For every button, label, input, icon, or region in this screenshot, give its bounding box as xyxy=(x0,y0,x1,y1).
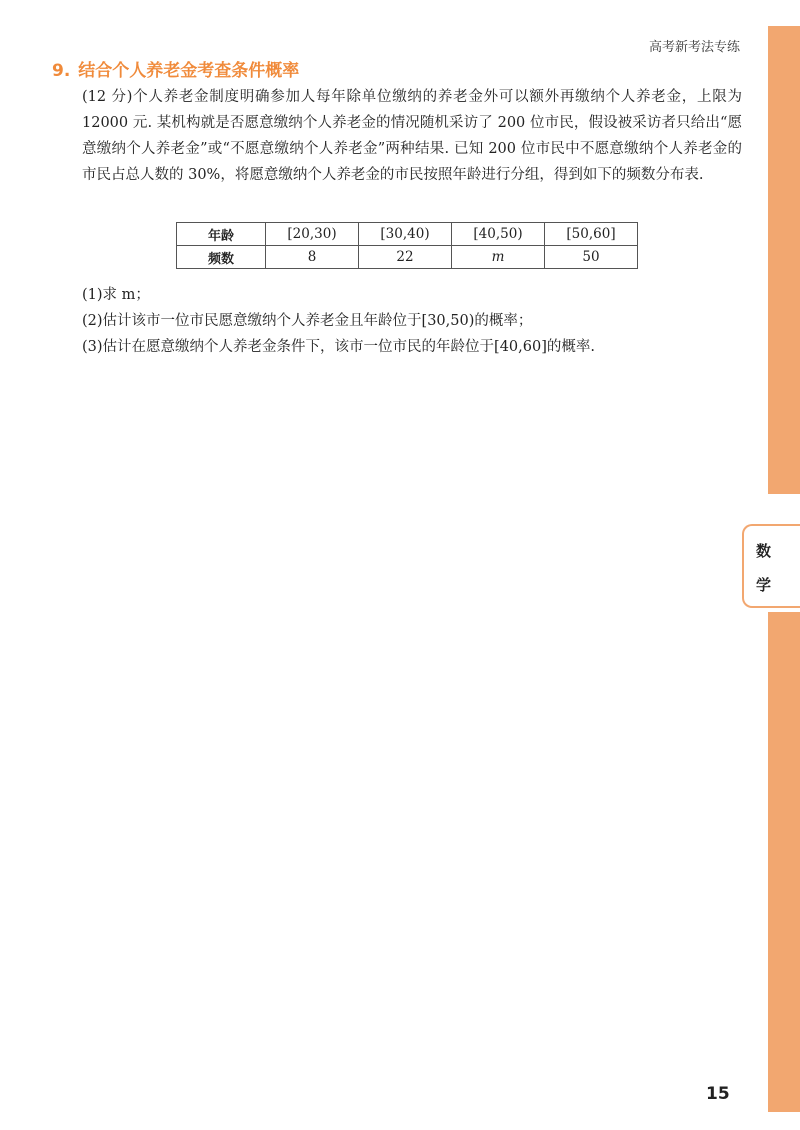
header-title: 高考新考法专练 xyxy=(648,40,740,55)
question-list xyxy=(82,282,742,360)
row-header-age: 年龄 xyxy=(177,223,266,246)
question-2: (2)估计该市一位市民愿意缴纳个人养老金且年龄位于[30,50)的概率； xyxy=(82,313,533,329)
age-range-cell: [20,30) xyxy=(266,223,359,246)
age-range-cell: [50,60] xyxy=(545,223,638,246)
question-1: (1)求 m； xyxy=(82,287,150,303)
table-row-frequency xyxy=(177,246,638,269)
side-strip-bottom xyxy=(768,612,800,1112)
problem-text: (12 分)个人养老金制度明确参加人每年除单位缴纳的养老金外可以额外再缴纳个人养老金，上限为 12000 元. 某机构就是否愿意缴纳个人养老金的情况随机采访了 200 位市民，假设被采访者只给出“愿意缴纳个人养老金”或“不愿意缴纳个人养老金”两种结果. 已知 200 位市民中不愿意缴纳个人养老金的市民占总人数的 30%，将愿意缴纳个人养老金的市民按照年龄进行分组，得到如下的频数分布表. xyxy=(82,89,742,183)
question-3: (3)估计在愿意缴纳个人养老金条件下，该市一位市民的年龄位于[40,60]的概率. xyxy=(82,339,595,355)
problem-number: 9. xyxy=(52,61,71,81)
problem-heading xyxy=(52,56,299,81)
frequency-cell: 50 xyxy=(545,246,638,269)
frequency-cell: 22 xyxy=(359,246,452,269)
subject-tab-char-1: 数 xyxy=(756,542,772,560)
frequency-cell: 8 xyxy=(266,246,359,269)
subject-tab-char-2: 学 xyxy=(756,576,772,594)
frequency-cell: m xyxy=(452,246,545,269)
row-header-frequency: 频数 xyxy=(177,246,266,269)
frequency-table xyxy=(176,222,638,269)
subject-tab xyxy=(742,524,800,608)
side-strip-top xyxy=(768,26,800,494)
page-number: 15 xyxy=(706,1084,730,1104)
problem-body xyxy=(82,84,742,188)
table-row-age xyxy=(177,223,638,246)
age-range-cell: [40,50) xyxy=(452,223,545,246)
problem-title: 结合个人养老金考查条件概率 xyxy=(78,61,300,81)
age-range-cell: [30,40) xyxy=(359,223,452,246)
